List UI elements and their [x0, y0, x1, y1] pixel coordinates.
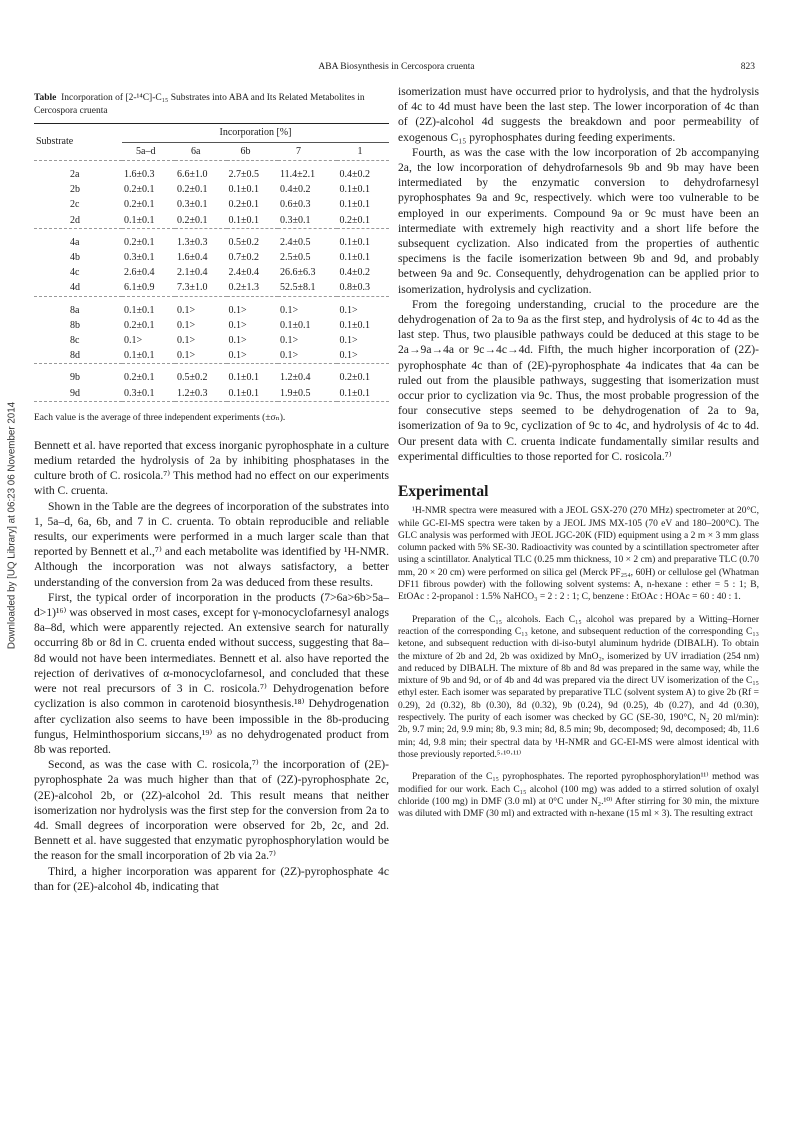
left-column	[34, 84, 389, 894]
paragraph: Bennett et al. have reported that excess inorganic pyrophosphate in a culture medium retarded the hydrolysis of 2a by inhibiting phosphatases in the culture broth of C. rosicola.⁷⁾ This method had no effect on our experiments with C. cruenta.	[34, 438, 389, 498]
value-cell: 0.1>	[280, 304, 299, 316]
table-row	[34, 228, 389, 250]
value-cell: 11.4±2.1	[280, 169, 316, 180]
table-body	[34, 161, 389, 406]
incorporation-group-header: Incorporation [%]	[122, 124, 389, 143]
paragraph: Second, as was the case with C. rosicola,⁷⁾ the incorporation of (2E)-pyrophosphate 2a was much higher than that of (2Z)-pyrophosphate 2c, (2E)-alcohol 2b, or (2Z)-alcohol 2d. This result means that neither isomerization nor hydrolysis was the first step for the conversion from 2a to 4d. Small degrees of incorporation were observed for 2b, 2c, and 2d. Bennett et al. have suggested that enzymatic pyrophosphorylation would be the reason for the small incorporation of 2b via 2a.⁷⁾	[34, 758, 389, 863]
value-cell: 0.1>	[228, 335, 247, 347]
value-cell: 26.6±6.3	[280, 267, 316, 279]
paragraph: isomerization must have occurred prior to hydrolysis, and that the hydrolysis of 4c to 4d must have been the last step. The lower incorporation of 4c than of (2Z)-alcohol 4d suggests the breakdown and poor permeability of exogenous C₁₅ pyrophosphates during feeding experiments.	[398, 85, 759, 144]
value-cell: 2.4±0.5	[280, 236, 311, 248]
value-cell: 0.3±0.1	[177, 199, 208, 211]
substrate-header: Substrate	[36, 136, 74, 148]
substrate-cell: 4d	[70, 282, 80, 294]
paragraph: First, the typical order of incorporation in the products (7>6a>6b>5a–d>1)¹⁶⁾ was observed in most cases, except for γ-monocyclofarnesyl analogs 8a–8d, which were apparently rejected. An extensive search for naturally occurring 8b or 8d in C. cruenta ended without success, suggesting that 8a–8d would not have been intermediates. Bennett et al. also have reported the rejection of derivatives of α-monocyclofarnesol, and concluded that these were not real precursors of 3 in C. rosicola.⁷⁾ Dehydrogenation before cyclization is also common in carotenoid biosynthesis.¹⁸⁾ Dehydrogenation after cyclization also seems to have been impossible in the 8b-producing fungus, Helminthosporium siccans,¹⁹⁾ as no dehydrogenated product from 8b was reported.	[34, 590, 389, 756]
value-cell: 0.5±0.2	[177, 372, 208, 384]
value-cell: 0.5±0.2	[228, 236, 260, 248]
value-cell: 0.3±0.1	[124, 387, 155, 399]
value-cell: 0.2±0.1	[124, 372, 155, 384]
value-cell: 2.1±0.4	[177, 267, 208, 279]
value-cell: 0.1±0.1	[228, 184, 260, 196]
column-header: 6b	[240, 145, 251, 157]
value-cell: 0.2±0.1	[339, 214, 370, 226]
value-cell: 0.2±0.1	[177, 214, 208, 226]
value-cell: 0.4±0.2	[339, 169, 370, 180]
value-cell: 0.1>	[280, 335, 299, 347]
table-row	[34, 318, 389, 333]
paragraph: Fourth, as was the case with the low incorporation of 2b accompanying 2a, the low incorporation of dehydrofarnesols 9b and 9b may have been intermediated by the enzymatic conversion to dehydrofarnesyl pyrophosphates 9a and 9c, respectively. which were too vulnerable to be employed in our experiments. Compound 9a or 9c must have been an intermediate with extremely high reactivity and a short life before the subsequent cyclization. Also indicated from the properties of authentic specimens is the facile isomerization between 9b and 9d, and probably between 9a and 9c. Consequently, dehydrogenation can be applied prior to isomerization, hydrolysis and cyclization.	[398, 145, 759, 296]
table-caption	[34, 92, 389, 117]
paragraph: Third, a higher incorporation was apparent for (2Z)-pyrophosphate 4c than for (2E)-alcohol 4b, indicating that	[34, 864, 389, 893]
value-cell: 6.1±0.9	[124, 282, 155, 294]
column-header: 7	[296, 145, 302, 157]
value-cell: 0.1±0.1	[124, 214, 155, 226]
column-header: 6a	[191, 145, 201, 157]
value-cell: 2.7±0.5	[228, 169, 260, 180]
download-watermark: Downloaded by [UQ Library] at 06:23 06 November 2014	[6, 401, 18, 650]
value-cell: 0.7±0.2	[228, 252, 260, 264]
value-cell: 0.1>	[177, 350, 196, 362]
experimental-text	[398, 505, 759, 820]
value-cell: 2.6±0.4	[124, 267, 155, 279]
substrate-cell: 8d	[70, 350, 80, 362]
left-body-text	[34, 438, 389, 894]
substrate-cell: 2d	[70, 214, 80, 226]
value-cell: 0.2±0.1	[124, 184, 155, 196]
value-cell: 0.2±0.1	[124, 199, 155, 211]
value-cell: 0.1>	[177, 319, 196, 331]
value-cell: 1.2±0.3	[177, 387, 208, 399]
substrate-cell: 9b	[70, 372, 80, 384]
value-cell: 0.2±0.1	[124, 236, 155, 248]
paragraph: ¹H-NMR spectra were measured with a JEOL GSX-270 (270 MHz) spectrometer at 20°C, while GC-EI-MS spectra were taken by a JEOL JMS MX-105 (70 eV and 180–200°C). The GLC analysis was performed with JEOL JGC-20K (FID) equipment using a 2 m × 3 mm glass column packed with 5% SE-30. Radioactivity was counted by a scintillation spectrometer after using a scintillator. Analytical TLC (0.25 mm thickness, 10 × 2 cm) and preparative TLC (0.70 mm, 20 × 20 cm) were performed on silica gel (Merck PF₂₅₄, 60H) or cellulose gel (Whatman DF11 fibrous powder) with the following solvent systems: A, n-hexane : ether = 5 : 1; B, EtOAc : 2-propanol : 1.5% NaHCO₃ = 2 : 2 : 1; C, benzene : EtOAc : HOAc = 60 : 40 : 1.	[398, 506, 759, 603]
table-row	[34, 213, 389, 229]
table-caption-text: Incorporation of [2-¹⁴C]-C₁₅ Substrates into ABA and Its Related Metabolites in Cercospora cruenta	[34, 93, 365, 116]
experimental-heading: Experimental	[398, 483, 489, 501]
value-cell: 0.2±0.1	[339, 372, 370, 384]
paragraph: Preparation of the C₁₅ alcohols. Each C₁₅ alcohol was prepared by a Witting–Horner reaction of the corresponding C₁₃ ketone, and subsequent reduction of the corresponding C₁₃ ketone, and subsequent reduction with di-iso-butyl aluminum hydride (DIBALH). To obtain the mixture of 2b and 2d, 2b was oxidized by MnO₂, isomerized by UV irradiation (254 nm) and reduced by DIBALH. The mixture of 8b and 8d was prepared in the same way, while the mixture of 9b and 9d, or of 4b and 4d was prepared via the direct UV isomerization of the C₁₅ ethyl ester. Each isomer was separated by preparative TLC (solvent system A) to give 2b (Rf = 0.29), 2d (0.32), 8b (0.30), 8d (0.32), 9b (0.24), 9d (0.25), 4b (0.27), and 4d (0.30), respectively. The purity of each isomer was checked by GC (SE-30, 190°C, N₂ 20 ml/min): 2b, 9.7 min; 2d, 9.9 min; 8b, 9.3 min; 8d, 8.5 min; 9b, decomposed; 9d, decomposed; 4b, 11.6 min; 4d, 9.8 min; their spectral data by ¹H-NMR and GC-EI-MS were almost identical with those previously reported.⁵·¹⁰·¹¹⁾	[398, 614, 759, 760]
value-cell: 1.2±0.4	[280, 372, 311, 384]
incorporation-table	[34, 123, 389, 406]
value-cell: 0.1>	[339, 350, 358, 362]
column-header: 1	[357, 145, 363, 157]
value-cell: 1.9±0.5	[280, 387, 311, 399]
value-cell: 1.3±0.3	[177, 236, 208, 248]
value-cell: 0.8±0.3	[339, 282, 370, 294]
value-cell: 0.3±0.1	[280, 214, 311, 226]
table-row	[34, 333, 389, 348]
substrate-cell: 2b	[70, 184, 80, 196]
right-body-text	[398, 84, 759, 464]
value-cell: 0.1±0.1	[228, 214, 260, 226]
table-caption-label: Table	[34, 93, 57, 103]
table-row	[34, 197, 389, 212]
value-cell: 0.2±0.1	[228, 199, 260, 211]
value-cell: 0.2±1.3	[228, 282, 260, 294]
table-end-rule	[34, 401, 389, 406]
running-title: ABA Biosynthesis in Cercospora cruenta	[318, 62, 475, 72]
value-cell: 0.1>	[228, 304, 247, 316]
value-cell: 0.1>	[228, 319, 247, 331]
value-cell: 0.4±0.2	[339, 267, 370, 279]
value-cell: 0.3±0.1	[124, 252, 155, 264]
substrate-cell: 9d	[70, 387, 80, 399]
value-cell: 0.1>	[339, 304, 358, 316]
table-row	[34, 296, 389, 318]
value-cell: 0.1±0.1	[228, 372, 260, 384]
value-cell: 0.1>	[228, 350, 247, 362]
value-cell: 0.1±0.1	[339, 199, 370, 211]
substrate-cell: 2a	[70, 169, 80, 180]
value-cell: 0.2±0.1	[124, 319, 155, 331]
value-cell: 2.5±0.5	[280, 252, 311, 264]
table-row	[34, 182, 389, 197]
table-row	[34, 250, 389, 265]
value-cell: 0.6±0.3	[280, 199, 311, 211]
value-cell: 0.1±0.1	[339, 252, 370, 264]
value-cell: 0.4±0.2	[280, 184, 311, 196]
value-cell: 0.1±0.1	[124, 304, 155, 316]
value-cell: 0.1>	[124, 335, 143, 347]
value-cell: 0.1>	[339, 335, 358, 347]
substrate-cell: 2c	[70, 199, 80, 211]
value-cell: 6.6±1.0	[177, 169, 208, 180]
value-cell: 1.6±0.4	[177, 252, 208, 264]
value-cell: 0.1±0.1	[228, 387, 260, 399]
substrate-cell: 4b	[70, 252, 80, 264]
table-row	[34, 265, 389, 280]
value-cell: 0.1±0.1	[339, 184, 370, 196]
substrate-cell: 8c	[70, 335, 80, 347]
paragraph: Preparation of the C₁₅ pyrophosphates. The reported pyrophosphorylation¹¹⁾ method was modified for our work. Each C₁₅ alcohol (100 mg) was added to a stirred solution of oxalyl chloride (100 mg) in DMF (3.0 ml) at 0°C under N₂.¹⁰⁾ After stirring for 30 min, the mixture was diluted with DMF (30 ml) and extracted with n-hexane (15 ml × 3). The resulting extract	[398, 772, 759, 820]
paragraph: Shown in the Table are the degrees of incorporation of the substrates into 1, 5a–d, 6a, 6b, and 7 in C. cruenta. To obtain reproducible and reliable results, our experiments were performed in a much larger scale than that reported by Bennett et al.,⁷⁾ and each metabolite was identified by ¹H-NMR. Although the incorporation was not always satisfactory, a better understanding of the conversion from 2a was deduced from these results.	[34, 499, 389, 589]
table-row	[34, 348, 389, 364]
substrate-cell: 4a	[70, 236, 80, 248]
column-header: 5a–d	[136, 145, 156, 157]
value-cell: 0.1±0.1	[124, 350, 155, 362]
value-cell: 0.1±0.1	[339, 319, 370, 331]
value-cell: 2.4±0.4	[228, 267, 260, 279]
value-cell: 7.3±1.0	[177, 282, 208, 294]
value-cell: 52.5±8.1	[280, 282, 316, 294]
value-cell: 0.1>	[177, 335, 196, 347]
substrate-cell: 4c	[70, 267, 80, 279]
substrate-cell: 8b	[70, 319, 80, 331]
value-cell: 0.2±0.1	[177, 184, 208, 196]
table-row	[34, 280, 389, 296]
table-row	[34, 386, 389, 402]
page-number: 823	[740, 62, 755, 72]
right-column	[398, 84, 759, 820]
table-footnote: Each value is the average of three independent experiments (±σₙ).	[34, 412, 286, 423]
paragraph: From the foregoing understanding, crucial to the procedure are the dehydrogenation of 2a to 9a as the first step, and hydrolysis of 4c to 4d as the last step. Thus, two plausible pathways could be deduced at this stage to be 2a→9a→4a or 9c→4c→4d. Fifth, the much higher incorporation of (2Z)-pyrophosphate 4c than of (2E)-pyrophosphate 4a indicates that 4a can be ruled out from the plausible pathways, suggesting that isomerization must occur prior to cyclization via 9c. Thus, the most probable progression of the four consecutive steps seemed to be dehydrogenation of 2a to 9a, isomerization of 9a to 9c, cyclization of 9c to 4c, and hydrolysis of 4c to 4d. Our present data with C. cruenta indicate fundamentally similar results and experimental difficulties to those reported for C. rosicola.⁷⁾	[398, 297, 759, 463]
value-cell: 0.1±0.1	[339, 236, 370, 248]
value-cell: 0.1>	[280, 350, 299, 362]
table-row	[34, 161, 389, 183]
table-row	[34, 364, 389, 386]
value-cell: 0.1±0.1	[280, 319, 311, 331]
substrate-cell: 8a	[70, 304, 80, 316]
value-cell: 0.1±0.1	[339, 387, 370, 399]
value-cell: 0.1>	[177, 304, 196, 316]
value-cell: 1.6±0.3	[124, 169, 155, 180]
